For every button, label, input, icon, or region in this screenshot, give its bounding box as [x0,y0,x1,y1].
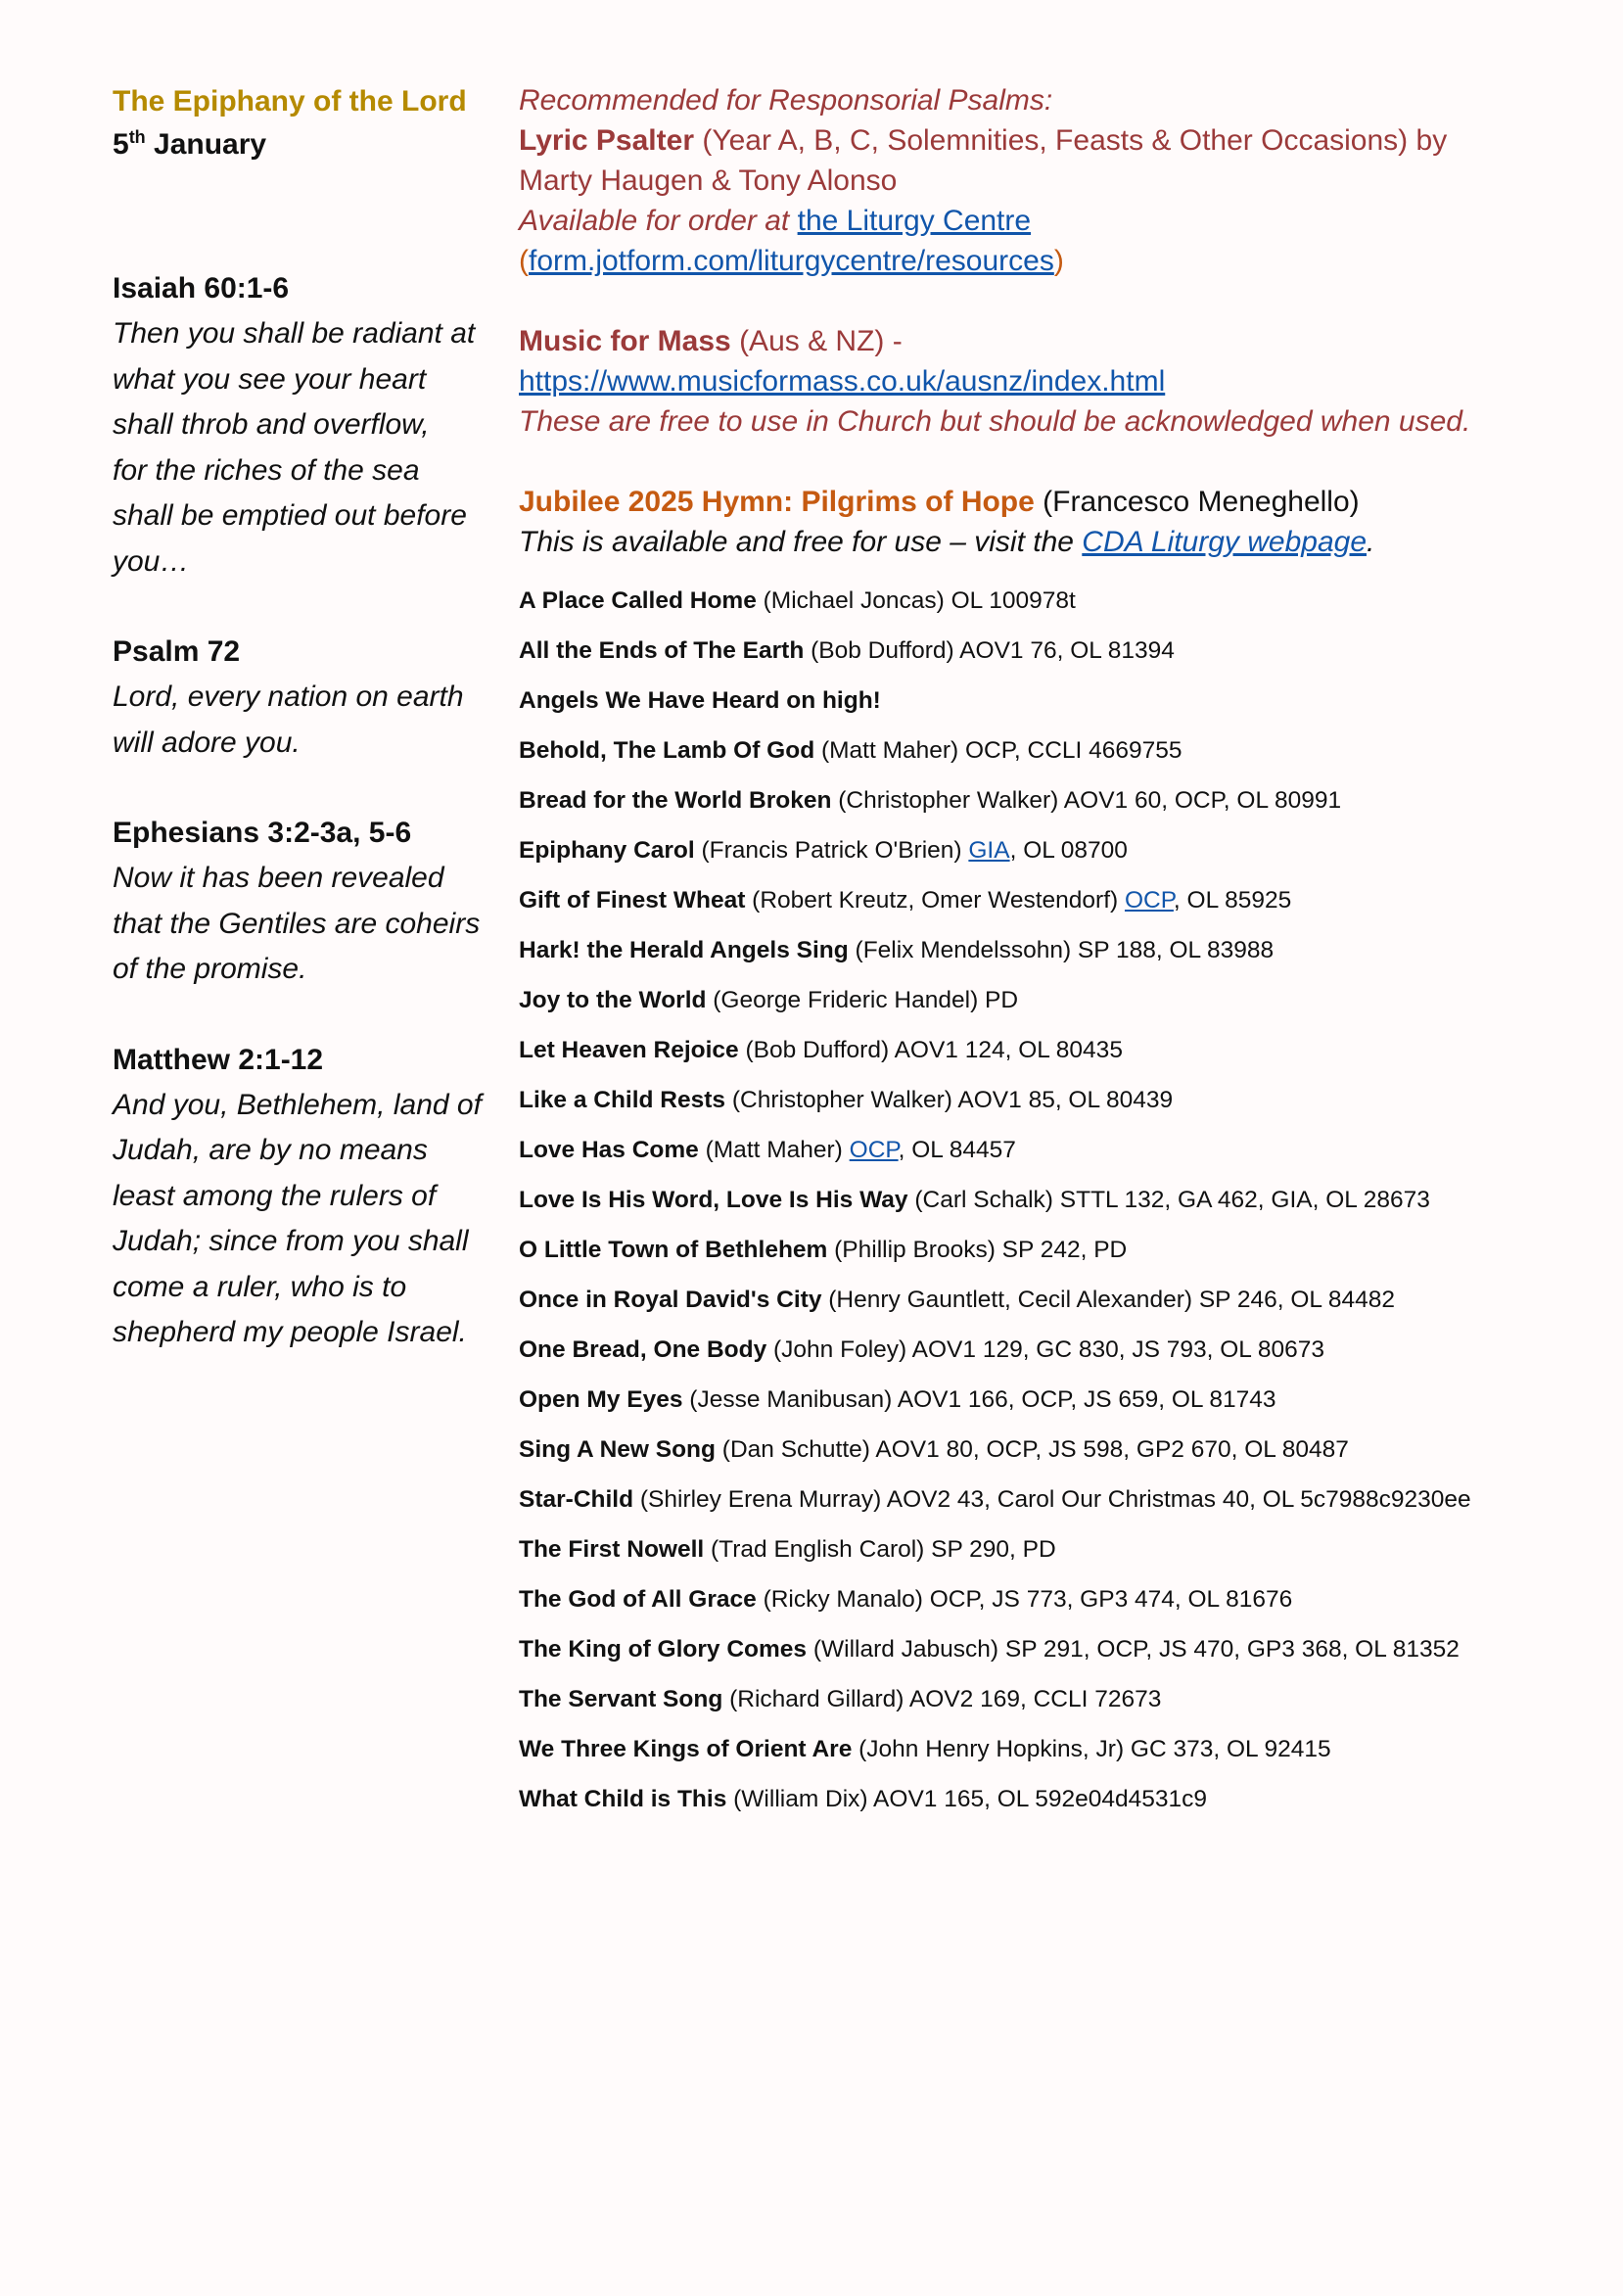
hymn-title: Joy to the World [519,987,707,1013]
hymn-details: (Dan Schutte) AOV1 80, OCP, JS 598, GP2 670, OL 80487 [716,1436,1349,1463]
hymn-item [519,1425,1596,1475]
reading-psalm [113,630,499,766]
hymn-details-after: , OL 85925 [1173,887,1292,914]
hymn-details: (Richard Gillard) AOV2 169, CCLI 72673 [722,1686,1162,1712]
hymn-item [519,576,1596,626]
hymn-item [519,875,1596,925]
hymn-title: Love Is His Word, Love Is His Way [519,1187,908,1213]
gia-link[interactable]: GIA [968,837,1010,864]
reading-ref: Ephesians 3:2-3a, 5-6 [113,817,412,849]
form-link-line [519,241,1596,281]
reading-line: Then you shall be radiant at [113,317,476,350]
jubilee-line [519,482,1596,522]
hymn-item [519,975,1596,1025]
hymn-title: Let Heaven Rejoice [519,1037,739,1063]
hymn-title: One Bread, One Body [519,1336,767,1363]
hymn-details: (Henry Gauntlett, Cecil Alexander) SP 246, OL 84482 [821,1287,1396,1313]
jubilee-note [519,522,1596,562]
reading-line: shepherd my people Israel. [113,1316,467,1348]
hymn-title: Open My Eyes [519,1386,683,1413]
cda-liturgy-link[interactable]: CDA Liturgy webpage [1082,526,1368,558]
hymn-title: The First Nowell [519,1536,705,1563]
hymn-details: (Michael Joncas) OL 100978t [756,587,1076,614]
hymn-details: (Willard Jabusch) SP 291, OCP, JS 470, GP3 368, OL 81352 [807,1636,1460,1663]
hymn-details: (Matt Maher) [698,1137,850,1163]
hymn-item [519,1724,1596,1774]
reading-line: Now it has been revealed [113,862,444,894]
reading-ref: Matthew 2:1-12 [113,1043,324,1076]
hymn-title: Sing A New Song [519,1436,716,1463]
jotform-link[interactable]: form.jotform.com/liturgycentre/resources [529,245,1054,277]
hymn-item [519,1225,1596,1275]
hymn-item [519,626,1596,676]
hymn-details: (Christopher Walker) AOV1 60, OCP, OL 80991 [831,787,1342,814]
hymn-title: Angels We Have Heard on high! [519,687,881,714]
hymn-item [519,1325,1596,1375]
music-for-mass-line [519,321,1596,361]
paren-open: ( [519,245,529,277]
hymn-details: (George Frideric Handel) PD [706,987,1019,1013]
jubilee-title: Jubilee 2025 Hymn: Pilgrims of Hope [519,486,1035,518]
music-for-mass-region: (Aus & NZ) - [730,325,903,357]
hymn-item [519,1475,1596,1524]
ocp-link[interactable]: OCP [849,1137,899,1163]
jubilee-note-text: This is available and free for use – visit the [519,526,1083,558]
reading-line: Lord, every nation on earth [113,680,464,713]
lyric-psalter-desc: (Year A, B, C, Solemnities, Feasts & Other Occasions) by [694,124,1448,157]
reading-ref: Psalm 72 [113,635,241,668]
reading-line: And you, Bethlehem, land of [113,1088,482,1121]
hymn-details: (Christopher Walker) AOV1 85, OL 80439 [725,1087,1174,1113]
hymn-item [519,1774,1596,1824]
hymn-details: (Bob Dufford) AOV1 124, OL 80435 [738,1037,1123,1063]
hymn-title: Hark! the Herald Angels Sing [519,937,849,963]
hymn-item [519,1375,1596,1425]
hymn-item [519,1025,1596,1075]
reading-line: Judah, are by no means [113,1134,428,1166]
paren-close: ) [1053,245,1064,277]
reading-ephesians [113,811,499,993]
music-column [519,80,1596,1824]
hymn-details: (Felix Mendelssohn) SP 188, OL 83988 [848,937,1275,963]
hymn-title: Behold, The Lamb Of God [519,737,815,764]
psalms-heading: Recommended for Responsorial Psalms: [519,84,1053,117]
reading-text [113,675,499,766]
hymn-details: (Robert Kreutz, Omer Westendorf) [745,887,1125,914]
music-for-mass-title: Music for Mass [519,325,731,357]
hymn-title: We Three Kings of Orient Are [519,1736,853,1762]
hymn-title: What Child is This [519,1786,727,1812]
hymn-details: (Ricky Manalo) OCP, JS 773, GP3 474, OL 81676 [756,1586,1293,1613]
reading-line: what you see your heart [113,362,427,396]
hymn-details: (John Henry Hopkins, Jr) GC 373, OL 92415 [852,1736,1331,1762]
hymn-details: (Phillip Brooks) SP 242, PD [827,1237,1128,1263]
feast-date [113,123,499,166]
hymn-item [519,1125,1596,1175]
feast-date-month: January [154,128,267,161]
hymn-details-after: , OL 84457 [898,1137,1016,1163]
lyric-psalter-authors: Marty Haugen & Tony Alonso [519,164,898,197]
hymn-details: (Jesse Manibusan) AOV1 166, OCP, JS 659, OL 81743 [682,1386,1276,1413]
hymn-title: Bread for the World Broken [519,787,832,814]
reading-text [113,856,499,993]
hymn-details: (Trad English Carol) SP 290, PD [704,1536,1056,1563]
hymn-title: A Place Called Home [519,587,757,614]
hymn-item [519,1275,1596,1325]
liturgy-centre-link[interactable]: the Liturgy Centre [797,205,1032,237]
hymn-item [519,1674,1596,1724]
reading-line: you… [113,544,190,578]
music-for-mass-url-line [519,361,1596,401]
reading-matthew [113,1038,499,1356]
hymn-details: (Matt Maher) OCP, CCLI 4669755 [814,737,1182,764]
reading-text [113,311,499,585]
hymn-item [519,676,1596,726]
feast-date-day: 5 [113,128,129,161]
reading-line: will adore you. [113,726,301,759]
hymn-title: Like a Child Rests [519,1087,726,1113]
ocp-link[interactable]: OCP [1124,887,1174,914]
hymn-item [519,775,1596,825]
hymn-details: (William Dix) AOV1 165, OL 592e04d4531c9 [726,1786,1208,1812]
hymn-item [519,1524,1596,1574]
hymn-item [519,1075,1596,1125]
hymn-details: (Shirley Erena Murray) AOV2 43, Carol Our Christmas 40, OL 5c7988c9230ee [633,1486,1471,1513]
hymn-title: Epiphany Carol [519,837,695,864]
reading-line: for the riches of the sea [113,453,420,487]
hymn-item [519,1624,1596,1674]
hymn-title: Love Has Come [519,1137,699,1163]
order-text: Available for order at [519,205,798,237]
hymn-title: The God of All Grace [519,1586,757,1613]
reading-line: shall throb and overflow, [113,408,430,441]
jubilee-note-end: . [1367,526,1375,558]
hymn-list [519,576,1596,1824]
reading-line: least among the rulers of [113,1179,437,1212]
hymn-details: (Carl Schalk) STTL 132, GA 462, GIA, OL 28673 [907,1187,1430,1213]
reading-text [113,1083,499,1356]
hymn-title: Star-Child [519,1486,634,1513]
lyric-psalter-line [519,120,1596,161]
hymn-details: (Francis Patrick O'Brien) [694,837,969,864]
hymn-item [519,1175,1596,1225]
hymn-item [519,1574,1596,1624]
reading-line: of the promise. [113,953,307,985]
hymn-title: All the Ends of The Earth [519,637,805,664]
feast-title: The Epiphany of the Lord [113,85,467,117]
reading-line: come a ruler, who is to [113,1270,407,1303]
hymn-title: The King of Glory Comes [519,1636,808,1663]
hymn-item [519,726,1596,775]
hymn-title: Once in Royal David's City [519,1287,822,1313]
music-for-mass-note: These are free to use in Church but should be acknowledged when used. [519,405,1471,438]
reading-ref: Isaiah 60:1-6 [113,272,290,305]
hymn-details: (Bob Dufford) AOV1 76, OL 81394 [804,637,1175,664]
jubilee-composer: (Francesco Meneghello) [1034,486,1360,518]
hymn-title: The Servant Song [519,1686,723,1712]
reading-line: that the Gentiles are coheirs [113,907,481,940]
reading-isaiah [113,266,499,585]
hymn-item [519,825,1596,875]
music-for-mass-link[interactable]: https://www.musicformass.co.uk/ausnz/index.html [519,365,1166,398]
feast-date-suffix: th [128,127,146,147]
readings-column [113,80,499,1356]
reading-line: Judah; since from you shall [113,1225,469,1257]
hymn-details-after: , OL 08700 [1009,837,1128,864]
hymn-item [519,925,1596,975]
hymn-title: O Little Town of Bethlehem [519,1237,828,1263]
hymn-details: (John Foley) AOV1 129, GC 830, JS 793, OL 80673 [766,1336,1324,1363]
hymn-title: Gift of Finest Wheat [519,887,746,914]
reading-line: shall be emptied out before [113,499,467,532]
order-line [519,201,1596,241]
lyric-psalter-title: Lyric Psalter [519,124,694,157]
